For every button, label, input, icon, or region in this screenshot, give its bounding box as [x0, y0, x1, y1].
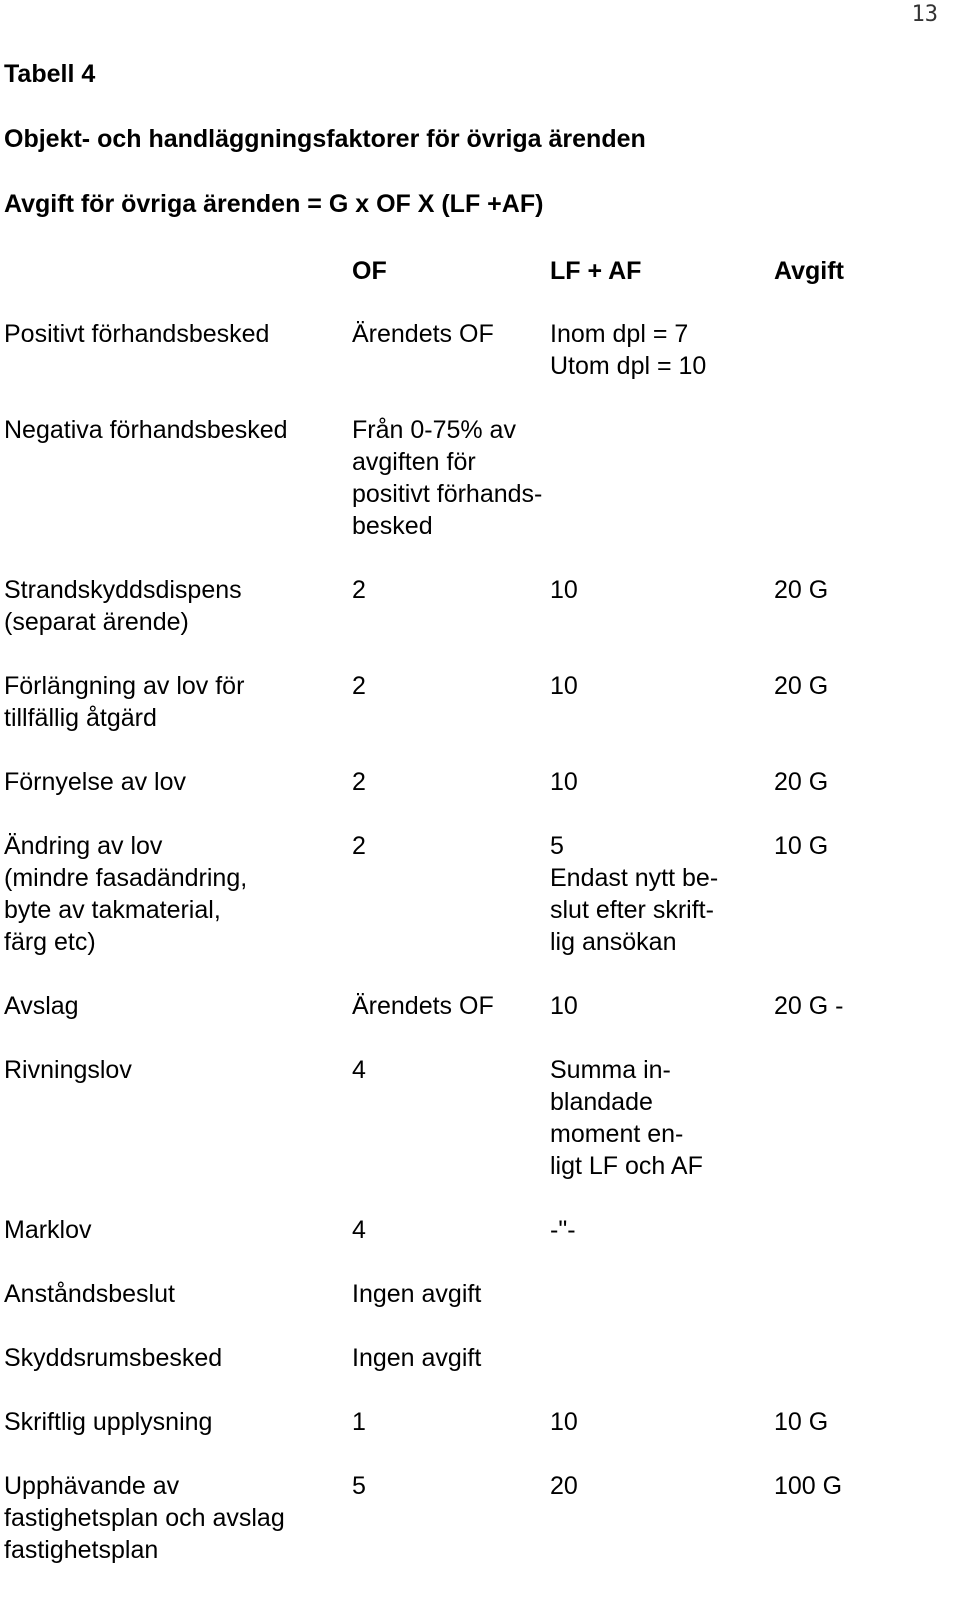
row-of: Från 0-75% av avgiften för positivt förhands- besked: [352, 416, 543, 540]
row-label: Upphävande av fastighetsplan och avslag fastighetsplan: [4, 1472, 285, 1564]
row-of: 2: [352, 576, 366, 604]
row-of: Ingen avgift: [352, 1344, 482, 1372]
row-label: Förnyelse av lov: [4, 768, 187, 796]
row-fee: 20 G: [774, 672, 829, 700]
row-of: 4: [352, 1056, 366, 1084]
row-lf-af: 10: [550, 576, 578, 604]
row-label: Negativa förhandsbesked: [4, 416, 288, 444]
row-label: Anståndsbeslut: [4, 1280, 175, 1308]
row-lf-af: Summa in- blandade moment en- ligt LF och AF: [550, 1056, 703, 1180]
row-of: Ärendets OF: [352, 992, 494, 1020]
row-of: 2: [352, 832, 366, 860]
row-lf-af: 10: [550, 672, 578, 700]
row-lf-af: 10: [550, 992, 578, 1020]
row-fee: 20 G: [774, 576, 829, 604]
row-lf-af: 10: [550, 1408, 578, 1436]
row-label: Positivt förhandsbesked: [4, 320, 270, 348]
page-number: 13: [911, 2, 938, 27]
row-label: Strandskyddsdispens (separat ärende): [4, 576, 242, 636]
row-fee: 10 G: [774, 1408, 829, 1436]
column-header-of: OF: [352, 257, 387, 285]
row-of: 5: [352, 1472, 366, 1500]
row-label: Förlängning av lov för tillfällig åtgärd: [4, 672, 245, 732]
column-header-lf-af: LF + AF: [550, 257, 642, 285]
row-label: Ändring av lov (mindre fasadändring, byte av takmaterial, färg etc): [4, 832, 248, 956]
fee-formula: Avgift för övriga ärenden = G x OF X (LF +AF): [4, 190, 544, 218]
row-label: Avslag: [4, 992, 79, 1020]
row-label: Marklov: [4, 1216, 92, 1244]
row-label: Rivningslov: [4, 1056, 132, 1084]
row-of: Ingen avgift: [352, 1280, 482, 1308]
table-title: Tabell 4: [4, 60, 96, 88]
row-of: 2: [352, 768, 366, 796]
row-fee: 100 G: [774, 1472, 843, 1500]
row-of: 2: [352, 672, 366, 700]
table-subtitle: Objekt- och handläggningsfaktorer för övriga ärenden: [4, 125, 646, 153]
row-lf-af: 10: [550, 768, 578, 796]
row-fee: 10 G: [774, 832, 829, 860]
row-lf-af: -"-: [550, 1216, 576, 1244]
row-of: 1: [352, 1408, 366, 1436]
row-label: Skyddsrumsbesked: [4, 1344, 223, 1372]
row-fee: 20 G -: [774, 992, 844, 1020]
row-lf-af: Inom dpl = 7 Utom dpl = 10: [550, 320, 707, 380]
row-of: Ärendets OF: [352, 320, 494, 348]
row-lf-af: 20: [550, 1472, 578, 1500]
row-lf-af: 5 Endast nytt be- slut efter skrift- lig ansökan: [550, 832, 719, 956]
column-header-fee: Avgift: [774, 257, 844, 285]
row-of: 4: [352, 1216, 366, 1244]
row-fee: 20 G: [774, 768, 829, 796]
row-label: Skriftlig upplysning: [4, 1408, 213, 1436]
